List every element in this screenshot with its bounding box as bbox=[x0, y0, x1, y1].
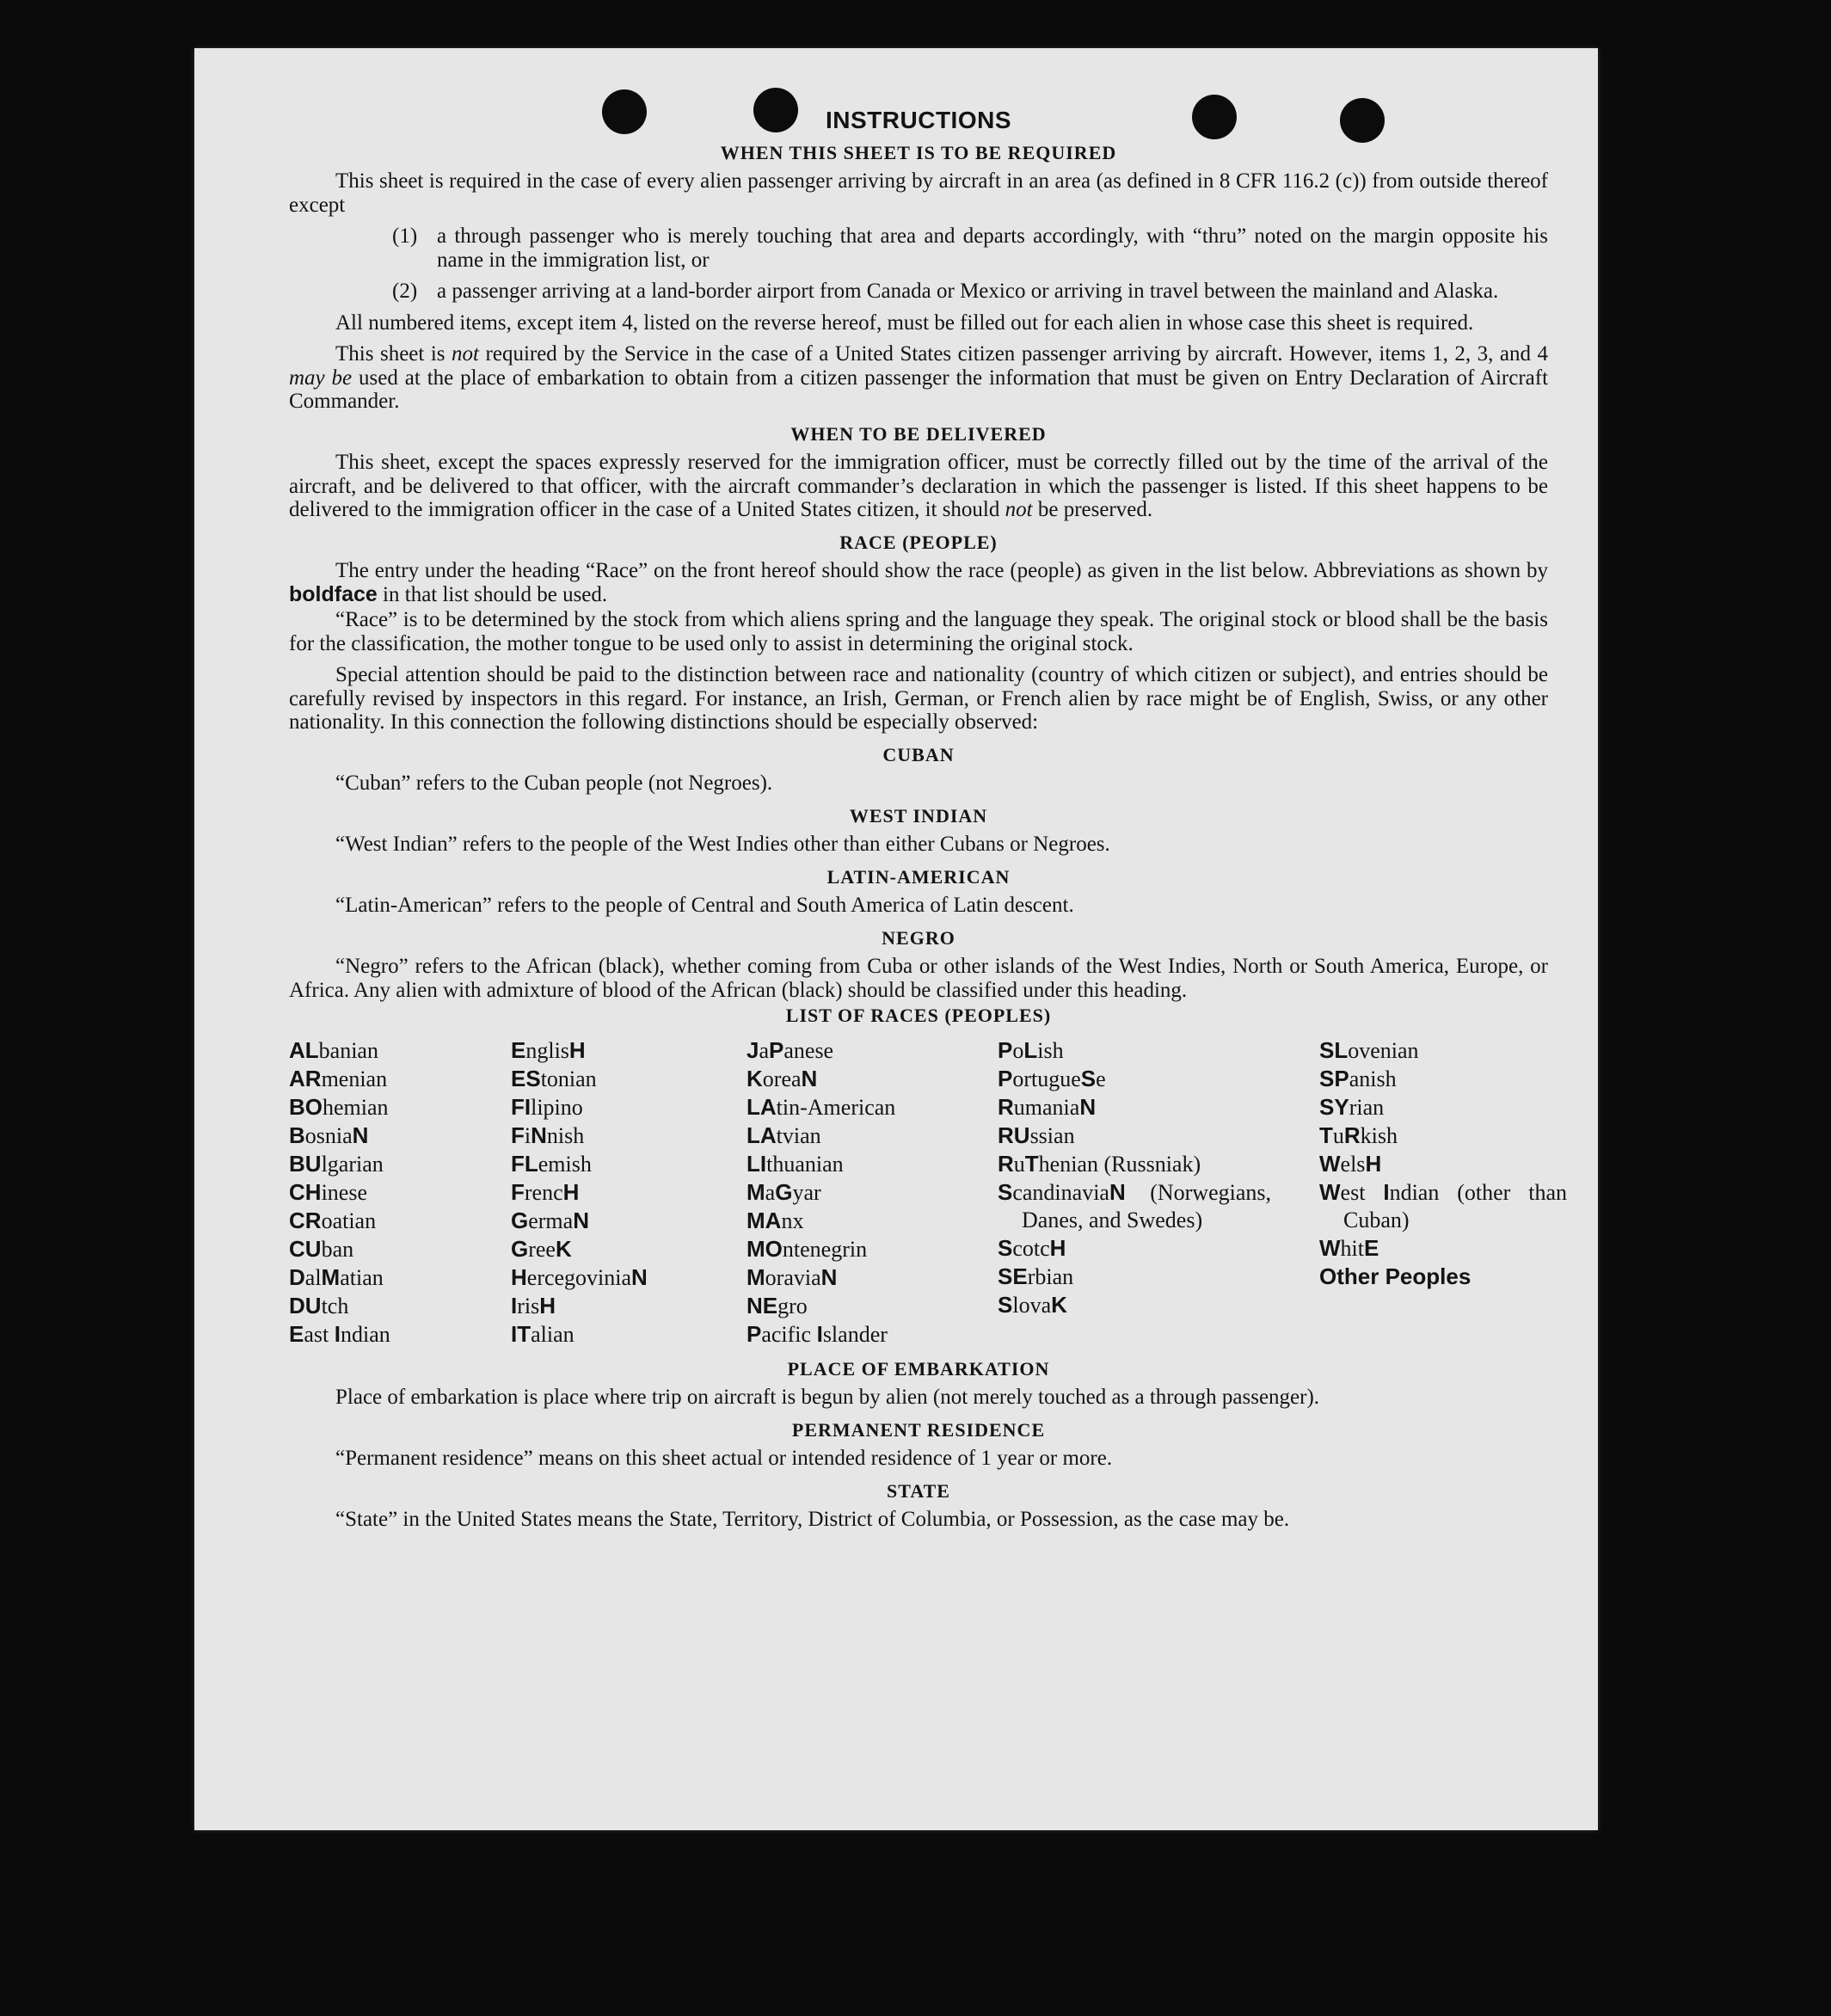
race-entry: FLemish bbox=[511, 1150, 592, 1177]
race-entry: BOhemian bbox=[289, 1093, 389, 1120]
race-entry: JaPanese bbox=[747, 1036, 834, 1063]
race-entry: MAnx bbox=[747, 1207, 804, 1233]
race-entry: FrencH bbox=[511, 1178, 580, 1205]
race-entry: GermaN bbox=[511, 1207, 589, 1233]
race-entry: SPanish bbox=[1319, 1065, 1397, 1091]
heading-embarkation: PLACE OF EMBARKATION bbox=[787, 1357, 1050, 1380]
race-column bbox=[511, 1036, 747, 1349]
race-entry: MaGyar bbox=[747, 1178, 821, 1205]
race-entry: NEgro bbox=[747, 1292, 808, 1318]
race-entry: LAtin-American bbox=[747, 1093, 896, 1120]
race-entry: EnglisH bbox=[511, 1036, 586, 1063]
item-number: (1) bbox=[392, 224, 418, 248]
race-entry: LIthuanian bbox=[747, 1150, 844, 1177]
race-entry: CRoatian bbox=[289, 1207, 377, 1233]
race-list bbox=[289, 1036, 1567, 1349]
race-entry: HercegoviniaN bbox=[511, 1263, 648, 1290]
race-entry: West Indian (other than Cuban) bbox=[1319, 1178, 1567, 1232]
race-entry: DalMatian bbox=[289, 1263, 384, 1290]
sheet-content bbox=[289, 107, 1567, 1540]
race-entry: FiNnish bbox=[511, 1122, 585, 1148]
race-entry: LAtvian bbox=[747, 1122, 821, 1148]
race-column bbox=[998, 1036, 1319, 1349]
race-entry: SLovenian bbox=[1319, 1036, 1419, 1063]
race-entry: RumaniaN bbox=[998, 1093, 1097, 1120]
item-text: a through passenger who is merely touching that area and departs accordingly, with “thru” noted on the margin opposite his name in the immigration list, or bbox=[437, 224, 1548, 272]
paragraph-residence: “Permanent residence” means on this sheet actual or intended residence of 1 year or more. bbox=[335, 1447, 1113, 1470]
race-entry: RUssian bbox=[998, 1122, 1075, 1148]
paragraph-citizen-passenger: This sheet is not required by the Service in the case of a United States citizen passenger arriving by aircraft. However, items 1, 2, 3, and 4 may be used at the place of embarkation to obtain from a citizen passenger the information that must be given on Entry Declaration of Aircraft Commander. bbox=[289, 342, 1549, 413]
race-entry: TuRkish bbox=[1319, 1122, 1398, 1148]
race-entry: Pacific Islander bbox=[747, 1320, 888, 1347]
race-entry: East Indian bbox=[289, 1320, 390, 1347]
race-entry: DUtch bbox=[289, 1292, 349, 1318]
race-entry: EStonian bbox=[511, 1065, 597, 1091]
heading-required: WHEN THIS SHEET IS TO BE REQUIRED bbox=[720, 141, 1117, 163]
race-entry: FIlipino bbox=[511, 1093, 583, 1120]
race-entry: ScotcH bbox=[998, 1234, 1066, 1261]
paragraph-race-stock: “Race” is to be determined by the stock from which aliens spring and the language they speak. The original stock or blood shall be the basis for the classification, the mother tongue to be used only to assist in determining the original stock. bbox=[289, 608, 1548, 655]
race-column bbox=[289, 1036, 511, 1349]
paragraph-west-indian: “West Indian” refers to the people of the West Indies other than either Cubans or Negroes. bbox=[335, 833, 1110, 856]
race-entry: BosniaN bbox=[289, 1122, 369, 1148]
heading-cuban: CUBAN bbox=[882, 743, 955, 765]
race-entry: CUban bbox=[289, 1235, 354, 1262]
race-entry: SErbian bbox=[998, 1263, 1074, 1289]
paragraph-delivered: This sheet, except the spaces expressly reserved for the immigration officer, must be correctly filled out by the time of the arrival of the aircraft, and be delivered to that officer, with the aircraft commander’s declaration in which the passenger is listed. If this sheet happens to be delivered to the immigration officer in the case of a United States citizen, it should not be preserved. bbox=[289, 451, 1548, 521]
paragraph-numbered-items: All numbered items, except item 4, listed on the reverse hereof, must be filled out for each alien in whose case this sheet is required. bbox=[335, 310, 1474, 335]
race-entry: MOntenegrin bbox=[747, 1235, 868, 1262]
heading-latin-american: LATIN-AMERICAN bbox=[826, 865, 1011, 888]
race-entry: MoraviaN bbox=[747, 1263, 838, 1290]
heading-state: STATE bbox=[887, 1479, 950, 1502]
race-entry: WelsH bbox=[1319, 1150, 1382, 1177]
race-entry: ITalian bbox=[511, 1320, 574, 1347]
paragraph-embarkation: Place of embarkation is place where trip on aircraft is begun by alien (not merely touched as a through passenger). bbox=[335, 1386, 1320, 1409]
race-entry: WhitE bbox=[1319, 1234, 1379, 1261]
paragraph-state: “State” in the United States means the State, Territory, District of Columbia, or Possession, as the case may be. bbox=[335, 1508, 1290, 1531]
race-column bbox=[1319, 1036, 1567, 1349]
race-entry: BUlgarian bbox=[289, 1150, 384, 1177]
race-entry: RuThenian (Russniak) bbox=[998, 1150, 1201, 1177]
exception-item-1 bbox=[392, 224, 1548, 272]
race-entry: ScandinaviaN (Norwegians, Danes, and Swedes) bbox=[998, 1178, 1271, 1232]
paragraph-cuban: “Cuban” refers to the Cuban people (not Negroes). bbox=[335, 771, 773, 795]
item-number: (2) bbox=[392, 280, 418, 303]
race-entry: GreeK bbox=[511, 1235, 572, 1262]
heading-list-of-races: LIST OF RACES (PEOPLES) bbox=[785, 1005, 1052, 1026]
race-entry: CHinese bbox=[289, 1178, 367, 1205]
heading-negro: NEGRO bbox=[882, 926, 955, 949]
instruction-sheet bbox=[194, 48, 1598, 1830]
race-column bbox=[747, 1036, 998, 1349]
paragraph-latin-american: “Latin-American” refers to the people of Central and South America of Latin descent. bbox=[335, 894, 1074, 917]
race-entry: ALbanian bbox=[289, 1036, 378, 1063]
paragraph-race-nationality: Special attention should be paid to the distinction between race and nationality (country of which citizen or subject), and entries should be carefully revised by inspectors in this regard. For instance, an Irish, German, or French alien by race might be of English, Swiss, or any other nationality. In this connection the following distinctions should be especially observed: bbox=[289, 663, 1548, 734]
heading-race: RACE (PEOPLE) bbox=[839, 531, 998, 553]
heading-residence: PERMANENT RESIDENCE bbox=[791, 1418, 1046, 1441]
page-title: INSTRUCTIONS bbox=[826, 107, 1011, 133]
race-entry: PoLish bbox=[998, 1036, 1064, 1063]
exception-item-2 bbox=[392, 280, 1548, 304]
race-entry: PortugueSe bbox=[998, 1065, 1106, 1091]
paragraph-negro: “Negro” refers to the African (black), whether coming from Cuba or other islands of the West Indies, North or South America, Europe, or Africa. Any alien with admixture of blood of the African (black) should be classified under this heading. bbox=[289, 955, 1548, 1002]
race-entry: ARmenian bbox=[289, 1065, 388, 1091]
heading-west-indian: WEST INDIAN bbox=[849, 804, 988, 827]
race-entry: KoreaN bbox=[747, 1065, 818, 1091]
race-entry: SYrian bbox=[1319, 1093, 1385, 1120]
race-entry: Other Peoples bbox=[1319, 1263, 1472, 1289]
paragraph-required-intro: This sheet is required in the case of every alien passenger arriving by aircraft in an area (as defined in 8 CFR 116.2 (c)) from outside thereof except bbox=[289, 169, 1548, 217]
paragraph-race-entry: The entry under the heading “Race” on the front hereof should show the race (people) as given in the list below. Abbreviations as shown by boldface in that list should be used. bbox=[289, 559, 1548, 606]
heading-delivered: WHEN TO BE DELIVERED bbox=[790, 422, 1047, 445]
race-entry: IrisH bbox=[511, 1292, 556, 1318]
race-entry: SlovaK bbox=[998, 1291, 1067, 1318]
item-text: a passenger arriving at a land-border airport from Canada or Mexico or arriving in travel between the mainland and Alaska. bbox=[437, 280, 1499, 303]
